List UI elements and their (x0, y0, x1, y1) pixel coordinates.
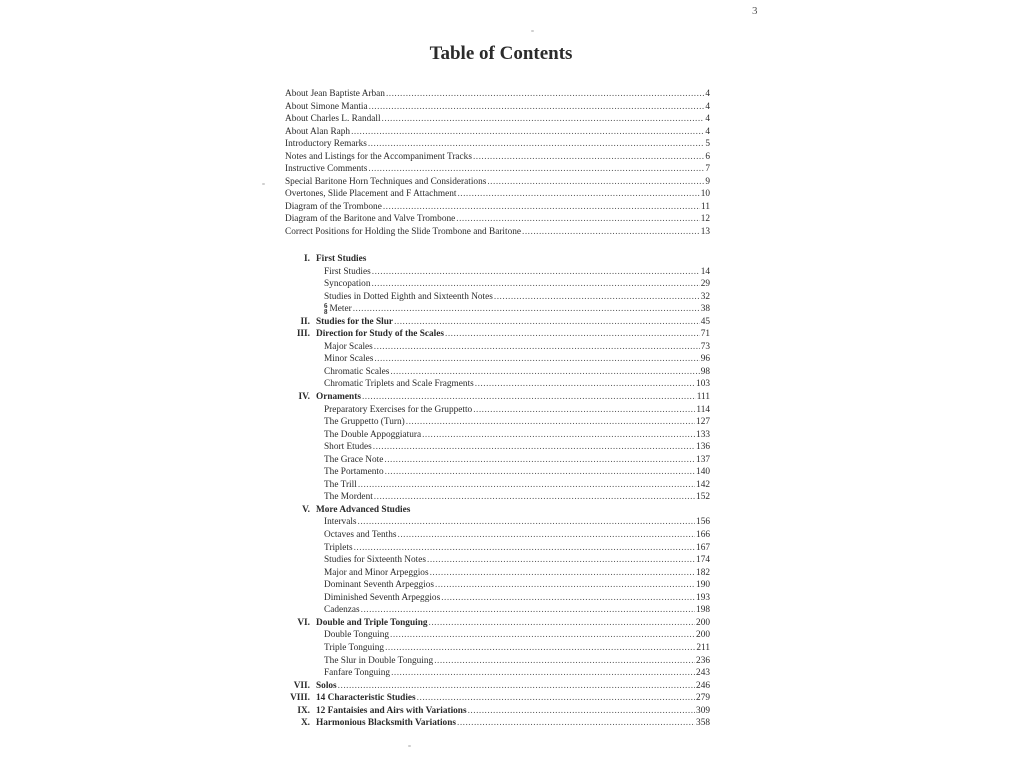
entry-page-number: 190 (696, 580, 710, 591)
entry-page-number: 71 (700, 329, 710, 340)
toc-entry (285, 213, 710, 226)
paper-speck (408, 745, 411, 747)
entry-label-text: Chromatic Scales (324, 366, 390, 377)
entry-label-text: Chromatic Triplets and Scale Fragments (324, 379, 474, 390)
chapter-heading (270, 253, 710, 266)
entry-label (324, 516, 357, 529)
toc-subentry (270, 479, 710, 492)
entry-label-text: Triple Tonguing (324, 642, 385, 653)
entry-label-text: Diminished Seventh Arpeggios (324, 592, 441, 603)
entry-page-number: 4 (705, 114, 710, 125)
dot-leader (384, 454, 695, 467)
entry-page-number: 133 (696, 429, 710, 440)
dot-leader (373, 441, 695, 454)
entry-page-number: 140 (696, 467, 710, 478)
entry-label-text: Double Tonguing (324, 630, 390, 641)
entry-page-number: 96 (700, 354, 710, 365)
toc-subentry (270, 441, 710, 454)
toc-subentry (270, 554, 710, 567)
dot-leader (441, 592, 695, 605)
entry-label-text: Major and Minor Arpeggios (324, 567, 429, 578)
entry-label (324, 429, 421, 442)
dot-leader (394, 316, 700, 329)
entry-label (324, 579, 434, 592)
entry-page-number: 45 (700, 316, 710, 327)
toc-subentry (270, 278, 710, 291)
chapter-heading (270, 617, 710, 630)
entry-page-number: 137 (696, 454, 710, 465)
dot-leader (358, 479, 695, 492)
toc-entry (285, 88, 710, 101)
chapter-heading (270, 391, 710, 404)
entry-page-number: 7 (705, 164, 710, 175)
dot-leader (362, 391, 696, 404)
entry-label (324, 655, 433, 668)
dot-leader (372, 266, 700, 279)
dot-leader (385, 642, 695, 655)
entry-label: Special Baritone Horn Techniques and Considerations (285, 176, 487, 187)
entry-label-text: The Mordent (324, 492, 373, 503)
dot-leader (398, 529, 696, 542)
entry-page-number: 182 (696, 567, 710, 578)
chapter-numeral: V. (302, 504, 310, 515)
entry-label-text: Major Scales (324, 341, 373, 352)
toc-subentry (270, 429, 710, 442)
entry-label (324, 529, 397, 542)
entry-page-number: 309 (696, 705, 710, 716)
toc-subentry (270, 655, 710, 668)
entry-label (324, 567, 429, 580)
chapter-heading (270, 680, 710, 693)
chapter-heading (270, 692, 710, 705)
dot-leader (457, 188, 699, 201)
dot-leader (445, 328, 700, 341)
entry-page-number: 4 (705, 101, 710, 112)
chapter-numeral: I. (304, 254, 310, 264)
dot-leader (338, 680, 695, 693)
front-matter-list (285, 88, 710, 239)
entry-page-number: 193 (696, 592, 710, 603)
entry-label: Introductory Remarks (285, 139, 367, 150)
dot-leader (382, 113, 705, 126)
entry-label (324, 404, 472, 417)
entry-label-text: Triplets (324, 542, 353, 553)
page-number: 3 (752, 5, 758, 17)
dot-leader (371, 278, 699, 291)
entry-label (324, 291, 493, 304)
entry-label (324, 378, 474, 391)
toc-subentry (270, 491, 710, 504)
toc-subentry (270, 341, 710, 354)
chapter-heading (270, 316, 710, 329)
paper-speck (531, 30, 534, 32)
entry-page-number: 236 (696, 655, 710, 666)
chapter-numeral: IX. (297, 705, 310, 716)
entry-page-number: 198 (696, 605, 710, 616)
toc-subentry (270, 266, 710, 279)
dot-leader (374, 353, 699, 366)
entry-label-text: The Slur in Double Tonguing (324, 655, 434, 666)
entry-label-text: Minor Scales (324, 354, 374, 365)
chapter-title: 14 Characteristic Studies (316, 693, 416, 704)
entry-label (324, 341, 373, 354)
chapter-title: Harmonious Blacksmith Variations (316, 718, 456, 729)
dot-leader (457, 717, 695, 730)
chapter-title: Direction for Study of the Scales (316, 329, 444, 340)
entry-page-number: 156 (696, 517, 710, 528)
toc-subentry (270, 542, 710, 555)
toc-entry (285, 126, 710, 139)
entry-label: Notes and Listings for the Accompaniment Tracks (285, 151, 472, 162)
chapter-heading (270, 328, 710, 341)
paper-speck (262, 183, 265, 185)
dot-leader (522, 226, 700, 239)
toc-subentry (270, 592, 710, 605)
toc-entry (285, 138, 710, 151)
chapter-numeral: II. (300, 316, 310, 327)
entry-label (324, 441, 372, 454)
chapter-numeral: VII. (293, 680, 310, 691)
entry-label (324, 667, 390, 680)
dot-leader (390, 366, 699, 379)
dot-leader (351, 126, 704, 139)
entry-label (324, 454, 383, 467)
entry-label-text: Preparatory Exercises for the Gruppetto (324, 404, 473, 415)
chapter-heading (270, 705, 710, 718)
dot-leader (368, 138, 705, 151)
toc-subentry (270, 529, 710, 542)
toc-subentry (270, 516, 710, 529)
dot-leader (473, 151, 704, 164)
toc-entry (285, 113, 710, 126)
toc-entry (285, 201, 710, 214)
entry-label (324, 266, 371, 279)
entry-label-text: Meter (329, 304, 352, 315)
entry-label (324, 491, 373, 504)
chapter-title: Double and Triple Tonguing (316, 617, 428, 628)
dot-leader (422, 429, 695, 442)
toc-subentry (270, 404, 710, 417)
entry-page-number: 200 (696, 617, 710, 628)
toc-subentry (270, 629, 710, 642)
toc-subentry (270, 454, 710, 467)
entry-label-text: Fanfare Tonguing (324, 668, 391, 679)
dot-leader (430, 567, 695, 580)
toc-subentry (270, 667, 710, 680)
entry-label-text: Short Etudes (324, 442, 372, 453)
entry-label (324, 303, 352, 316)
entry-page-number: 246 (696, 680, 710, 691)
entry-label (324, 466, 384, 479)
entry-label: Instructive Comments (285, 164, 368, 175)
entry-label (324, 604, 360, 617)
toc-subentry (270, 642, 710, 655)
toc-subentry (270, 416, 710, 429)
entry-page-number: 111 (696, 392, 710, 403)
chapter-title: Ornaments (316, 392, 361, 403)
entry-label-text: First Studies (324, 266, 371, 277)
dot-leader (383, 201, 700, 214)
entry-page-number: 73 (700, 341, 710, 352)
entry-label-text: Syncopation (324, 279, 371, 290)
entry-label (324, 592, 440, 605)
dot-leader (494, 291, 700, 304)
entry-label: About Simone Mantia (285, 101, 368, 112)
toc-subentry (270, 303, 710, 316)
dot-leader (390, 629, 695, 642)
chapter-heading (270, 504, 710, 517)
chapter-title: More Advanced Studies (316, 504, 411, 515)
entry-page-number: 32 (700, 291, 710, 302)
entry-label-text: Studies in Dotted Eighth and Sixteenth Notes (324, 291, 493, 302)
entry-label: Diagram of the Trombone (285, 201, 382, 212)
entry-label (324, 542, 353, 555)
toc-subentry (270, 353, 710, 366)
dot-leader (473, 404, 695, 417)
chapter-title: Studies for the Slur (316, 316, 394, 327)
time-signature-top: 6 (324, 302, 328, 311)
entry-label-text: The Gruppetto (Turn) (324, 417, 405, 428)
toc-subentry (270, 366, 710, 379)
entry-page-number: 38 (700, 304, 710, 315)
dot-leader (406, 416, 695, 429)
entry-page-number: 127 (696, 417, 710, 428)
dot-leader (368, 163, 704, 176)
chapter-title: 12 Fantaisies and Airs with Variations (316, 705, 467, 716)
entry-label (324, 366, 389, 379)
dot-leader (435, 579, 695, 592)
entry-label (324, 416, 405, 429)
entry-page-number: 200 (696, 630, 710, 641)
dot-leader (369, 101, 705, 114)
toc-subentry (270, 466, 710, 479)
entry-label (324, 642, 384, 655)
entry-label-text: The Grace Note (324, 454, 384, 465)
entry-label-text: The Trill (324, 479, 357, 490)
toc-subentry (270, 291, 710, 304)
dot-leader (427, 554, 695, 567)
chapter-numeral: X. (300, 718, 310, 729)
entry-page-number: 4 (705, 126, 710, 137)
entry-label (324, 278, 370, 291)
entry-page-number: 142 (696, 479, 710, 490)
time-signature (324, 303, 328, 315)
toc-entry (285, 101, 710, 114)
chapter-numeral: VI. (297, 617, 310, 628)
chapter-title: First Studies (316, 254, 367, 264)
entry-page-number: 12 (700, 214, 710, 225)
entry-page-number: 11 (701, 201, 710, 212)
entry-label (324, 629, 389, 642)
page-title: Table of Contents (429, 43, 573, 64)
entry-page-number: 13 (700, 227, 710, 238)
entry-page-number: 5 (705, 139, 710, 150)
entry-page-number: 14 (700, 266, 710, 277)
entry-page-number: 4 (705, 89, 710, 99)
entry-page-number: 167 (696, 542, 710, 553)
chapter-list (270, 253, 710, 730)
chapter-numeral: IV. (298, 392, 310, 403)
entry-label-text: Cadenzas (324, 605, 360, 616)
toc-entry (285, 151, 710, 164)
entry-label: Correct Positions for Holding the Slide Trombone and Baritone (285, 227, 522, 238)
dot-leader (361, 604, 695, 617)
entry-page-number: 174 (696, 555, 710, 566)
dot-leader (353, 303, 700, 316)
chapter-numeral: VIII. (290, 693, 310, 704)
entry-page-number: 243 (696, 668, 710, 679)
chapter-heading (270, 717, 710, 730)
dot-leader (456, 213, 699, 226)
entry-label (324, 554, 426, 567)
entry-page-number: 29 (700, 279, 710, 290)
entry-label-text: The Portamento (324, 467, 384, 478)
toc-subentry (270, 604, 710, 617)
entry-label-text: Intervals (324, 517, 357, 528)
entry-label: Diagram of the Baritone and Valve Trombone (285, 214, 456, 225)
entry-page-number: 6 (705, 151, 710, 162)
entry-page-number: 152 (696, 492, 710, 503)
entry-label (324, 479, 357, 492)
entry-label-text: Dominant Seventh Arpeggios (324, 580, 435, 591)
toc-subentry (270, 579, 710, 592)
dot-leader (417, 692, 695, 705)
entry-page-number: 114 (696, 404, 710, 415)
entry-label: Overtones, Slide Placement and F Attachment (285, 189, 457, 200)
entry-page-number: 103 (696, 379, 710, 390)
toc-entry (285, 226, 710, 239)
dot-leader (374, 341, 700, 354)
entry-page-number: 358 (696, 718, 710, 729)
toc-subentry (270, 567, 710, 580)
time-signature-bottom: 8 (324, 308, 328, 317)
entry-page-number: 136 (696, 442, 710, 453)
dot-leader (358, 516, 696, 529)
toc-entry (285, 176, 710, 189)
dot-leader (391, 667, 695, 680)
dot-leader (354, 542, 695, 555)
chapter-numeral: III. (296, 329, 310, 340)
entry-label (324, 353, 373, 366)
dot-leader (434, 655, 695, 668)
entry-page-number: 10 (700, 189, 710, 200)
dot-leader (385, 466, 695, 479)
entry-label: About Alan Raph (285, 126, 351, 137)
entry-label: About Jean Baptiste Arban (285, 89, 385, 99)
dot-leader (429, 617, 696, 630)
toc-entry (285, 188, 710, 201)
entry-label: About Charles L. Randall (285, 114, 381, 125)
chapter-title: Solos (316, 680, 337, 691)
dot-leader (475, 378, 695, 391)
entry-label-text: The Double Appoggiatura (324, 429, 422, 440)
entry-page-number: 166 (696, 530, 710, 541)
dot-leader (468, 705, 695, 718)
toc-subentry (270, 378, 710, 391)
entry-page-number: 279 (696, 693, 710, 704)
dot-leader (487, 176, 704, 189)
entry-label-text: Studies for Sixteenth Notes (324, 555, 426, 566)
entry-page-number: 211 (696, 642, 710, 653)
dot-leader (374, 491, 695, 504)
entry-label-text: Octaves and Tenths (324, 530, 397, 541)
toc-entry (285, 163, 710, 176)
entry-page-number: 9 (705, 176, 710, 187)
entry-page-number: 98 (700, 366, 710, 377)
dot-leader (386, 88, 704, 101)
